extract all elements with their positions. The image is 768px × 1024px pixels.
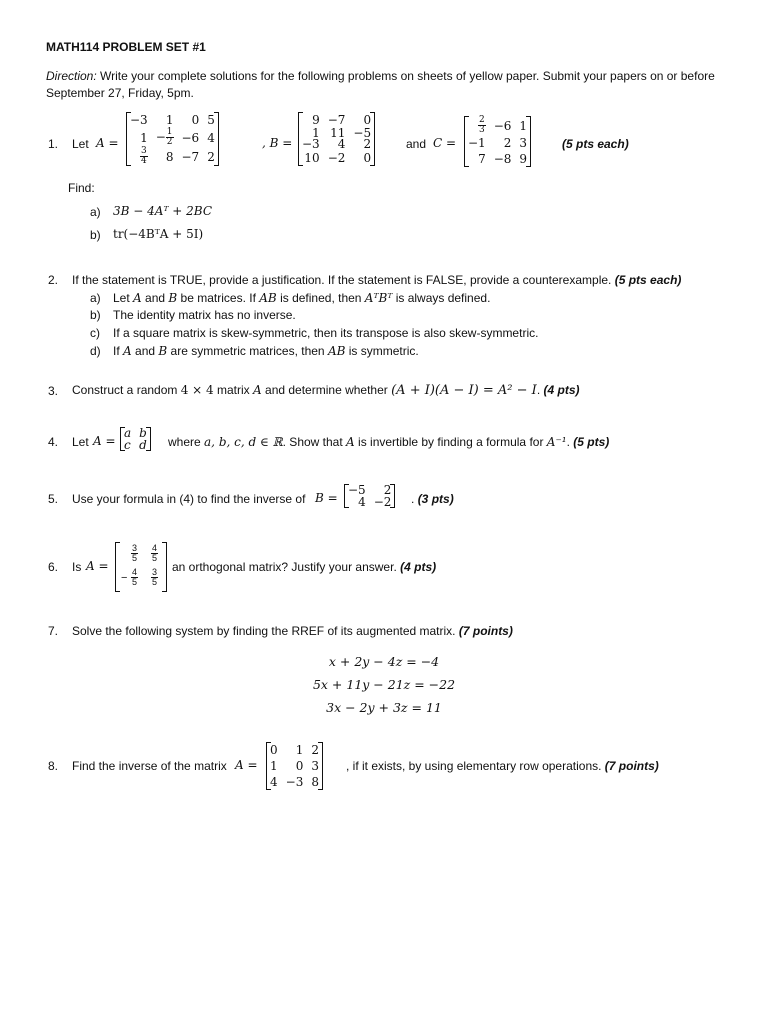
matrix-cell: 2 xyxy=(383,483,392,497)
fraction-denominator: 3 xyxy=(478,125,485,135)
fraction-numerator: 3 xyxy=(140,146,147,156)
matrix-cell: 0 xyxy=(191,113,200,127)
matrix-cell: −2 xyxy=(327,151,346,165)
and-text: and xyxy=(406,137,427,151)
matrix-cell: 2 xyxy=(503,136,512,150)
matrix-cell: 1 xyxy=(165,113,174,127)
matrix-cell: 9 xyxy=(312,113,320,127)
matrix-cell: 9 xyxy=(519,152,528,166)
matrix-b-label: B = xyxy=(315,491,338,505)
expression-a: 3B − 4Aᵀ + 2BC xyxy=(113,204,213,218)
matrix-cell: 3 xyxy=(519,136,528,150)
matrix-a-label: A = xyxy=(235,758,258,772)
matrix-cell: 0 xyxy=(270,743,278,757)
matrix-cell: −5 xyxy=(353,126,372,140)
problem-rest: , if it exists, by using elementary row operations. (7 points) xyxy=(346,759,659,773)
fraction-numerator: 2 xyxy=(478,115,485,125)
matrix-cell: c xyxy=(124,438,131,452)
matrix-cell: −1 xyxy=(468,136,486,150)
matrix-cell: 8 xyxy=(311,775,319,789)
matrix-a-label: A = xyxy=(93,434,116,448)
direction-text: Write your complete solutions for the following problems on sheets of yellow paper. Submit your papers on or before September 27, Friday, 5pm. xyxy=(46,69,715,100)
problem-text: Construct a random 4 × 4 matrix A and determine whether (A + I)(A − I) = A² − I. (4 pts) xyxy=(72,383,580,398)
fraction-numerator: 1 xyxy=(166,127,173,137)
matrix-cell: −7 xyxy=(327,113,346,127)
problem-number: 5. xyxy=(48,492,59,506)
matrix-cell: 4 xyxy=(270,775,278,789)
matrix-c xyxy=(464,116,531,167)
equation-3: 3x − 2y + 3z = 11 xyxy=(326,700,442,715)
matrix-cell: −3 xyxy=(285,775,304,789)
matrix-cell: 2 xyxy=(363,137,372,151)
matrix-cell: −2 xyxy=(373,495,392,509)
fraction-numerator: 4 xyxy=(132,567,138,577)
matrix-cell: 11 xyxy=(330,126,346,140)
statement-a: Let A and B be matrices. If AB is defined, then AᵀBᵀ is always defined. xyxy=(113,291,491,305)
problem-text: Find the inverse of the matrix xyxy=(72,759,227,773)
matrix-cell: 5 xyxy=(207,113,215,127)
matrix-cell: 8 xyxy=(165,149,174,164)
problem-number: 3. xyxy=(48,384,59,398)
subitem-label: a) xyxy=(90,205,101,219)
fraction-denominator: 5 xyxy=(152,577,158,587)
fraction-denominator: 4 xyxy=(140,156,147,166)
direction xyxy=(46,68,726,102)
matrix-cell: 3 xyxy=(311,759,319,773)
fraction-denominator: 5 xyxy=(132,577,138,587)
matrix-cell: −6 xyxy=(181,130,200,145)
matrix-cell: 1 xyxy=(140,130,148,145)
matrix-cell: 4 xyxy=(207,130,215,145)
matrix-cell: 0 xyxy=(363,113,372,127)
equation-2: 5x + 11y − 21z = −22 xyxy=(312,677,456,692)
matrix-cell: 1 xyxy=(270,759,278,773)
matrix-cell: 7 xyxy=(478,152,486,166)
problem-number: 6. xyxy=(48,560,59,574)
direction-label: Direction: xyxy=(46,69,97,83)
matrix-3x3 xyxy=(266,742,323,790)
matrix-cell: a xyxy=(124,426,132,440)
matrix-cell: −7 xyxy=(181,149,200,164)
matrix-b xyxy=(298,112,375,166)
subitem-label: c) xyxy=(90,326,100,340)
points-label: (5 pts each) xyxy=(562,137,629,151)
let-text: Let xyxy=(72,137,89,151)
matrix-a-label: A = xyxy=(96,136,119,150)
fraction-denominator: 2 xyxy=(166,137,173,147)
problem-text: Solve the following system by finding the RREF of its augmented matrix. (7 points) xyxy=(72,624,513,638)
matrix-cell: 1 xyxy=(295,743,304,757)
fraction-numerator: 3 xyxy=(152,567,158,577)
matrix-cell: −6 xyxy=(493,118,512,133)
page-title: MATH114 PROBLEM SET #1 xyxy=(46,40,206,54)
matrix-2x2 xyxy=(120,427,151,451)
problem-end: . (3 pts) xyxy=(411,492,454,506)
subitem-label: b) xyxy=(90,228,101,242)
matrix-cell: 0 xyxy=(363,151,372,165)
statement-c: If a square matrix is skew-symmetric, then its transpose is also skew-symmetric. xyxy=(113,326,539,340)
matrix-cell: 1 xyxy=(519,118,528,133)
fraction-numerator: 4 xyxy=(152,543,158,553)
equation-1: x + 2y − 4z = −4 xyxy=(328,654,440,669)
problem-text: where a, b, c, d ∈ ℝ. Show that A is invertible by finding a formula for A⁻¹. (5 pts) xyxy=(168,435,610,449)
problem-text: Is xyxy=(72,560,82,574)
statement-d: If A and B are symmetric matrices, then AB is symmetric. xyxy=(113,344,419,358)
matrix-cell: 10 xyxy=(304,151,320,165)
matrix-cell: −8 xyxy=(493,152,512,166)
minus-sign: − xyxy=(121,572,128,584)
problem-number: 2. xyxy=(48,273,59,287)
matrix-cell: b xyxy=(139,426,147,440)
matrix-a-label: A = xyxy=(86,559,109,573)
find-label: Find: xyxy=(68,181,95,195)
problem-text: Use your formula in (4) to find the inverse of xyxy=(72,492,306,506)
matrix-a xyxy=(126,112,219,166)
matrix-cell: −5 xyxy=(348,483,366,497)
matrix-cell: −3 xyxy=(302,137,320,151)
subitem-label: b) xyxy=(90,308,101,322)
expression-b: tr(−4BᵀA + 5I) xyxy=(113,227,204,241)
problem-number: 8. xyxy=(48,759,59,773)
matrix-cell: 1 xyxy=(312,126,320,140)
problem-number: 4. xyxy=(48,435,59,449)
problem-text: If the statement is TRUE, provide a justification. If the statement is FALSE, provide a counterexample. (5 pts each) xyxy=(72,273,682,287)
matrix-cell: 0 xyxy=(295,759,304,773)
problem-number: 1. xyxy=(48,137,59,151)
matrix-c-label: C = xyxy=(433,136,457,150)
matrix-b-label: , B = xyxy=(262,136,293,150)
matrix-cell: 4 xyxy=(337,137,346,151)
matrix-orthogonal xyxy=(115,542,167,592)
problem-number: 7. xyxy=(48,624,59,638)
fraction-denominator: 5 xyxy=(152,553,158,563)
matrix-cell: 2 xyxy=(311,743,319,757)
matrix-cell: 2 xyxy=(207,149,215,164)
matrix-2x2 xyxy=(344,484,395,508)
fraction-denominator: 5 xyxy=(132,553,138,563)
subitem-label: a) xyxy=(90,291,101,305)
statement-b: The identity matrix has no inverse. xyxy=(113,308,296,322)
fraction-numerator: 3 xyxy=(132,543,138,553)
matrix-cell: 4 xyxy=(358,495,366,509)
matrix-cell: d xyxy=(139,438,147,452)
matrix-cell: − $\frac{1}{2}$ xyxy=(155,127,173,147)
let-text: Let xyxy=(72,435,89,449)
matrix-cell: −3 xyxy=(130,113,148,127)
subitem-label: d) xyxy=(90,344,101,358)
problem-rest: an orthogonal matrix? Justify your answer. (4 pts) xyxy=(172,560,437,574)
